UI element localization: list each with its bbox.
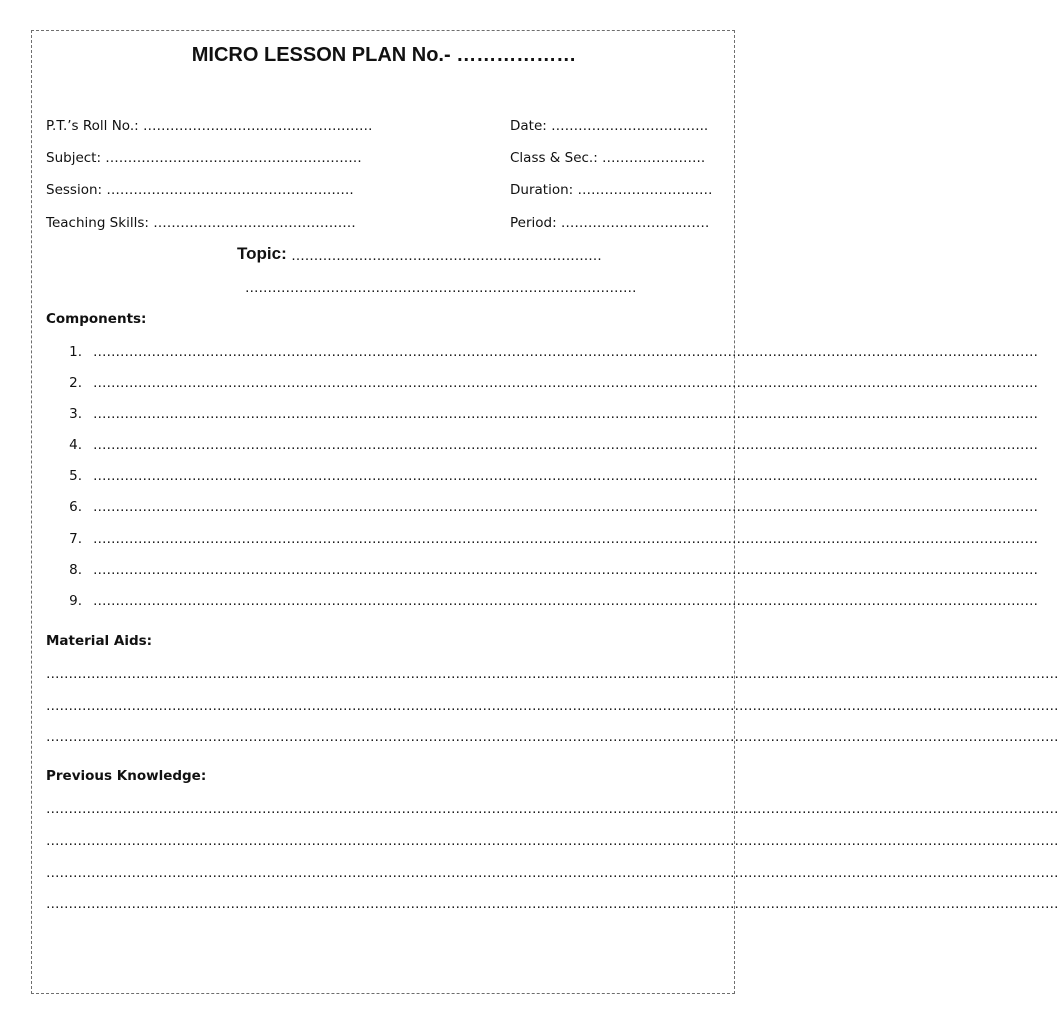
date-field[interactable]: Date: ……………………………..: [510, 118, 709, 134]
subject-field[interactable]: Subject: …………………………………………………: [46, 150, 362, 166]
topic-line-2[interactable]: ……………………………………………………………………………: [245, 280, 637, 296]
component-line-1[interactable]: …………………………………………………………………………………………………………………………………………………………………………………………: [93, 344, 1038, 360]
component-number: 5.: [69, 468, 82, 484]
component-line-7[interactable]: …………………………………………………………………………………………………………………………………………………………………………………………: [93, 531, 1038, 547]
topic-field[interactable]: [237, 244, 602, 264]
component-number: 4.: [69, 437, 82, 453]
previous-knowledge-line-3[interactable]: ………………………………………………………………………………………………………………………………………………………………………………………………………: [46, 865, 1059, 881]
material-aids-line-1[interactable]: ………………………………………………………………………………………………………………………………………………………………………………………………………: [46, 666, 1059, 682]
duration-field[interactable]: Duration: …………………………: [510, 182, 713, 198]
component-line-6[interactable]: …………………………………………………………………………………………………………………………………………………………………………………………: [93, 499, 1038, 515]
topic-line-1[interactable]: ……………………………………………………………: [291, 248, 602, 264]
roll-no-field[interactable]: P.T.’s Roll No.: ……………………………………………: [46, 118, 373, 134]
component-line-9[interactable]: …………………………………………………………………………………………………………………………………………………………………………………………: [93, 593, 1038, 609]
previous-knowledge-heading: Previous Knowledge:: [46, 768, 207, 784]
component-line-3[interactable]: …………………………………………………………………………………………………………………………………………………………………………………………: [93, 406, 1038, 422]
component-line-5[interactable]: …………………………………………………………………………………………………………………………………………………………………………………………: [93, 468, 1038, 484]
session-field[interactable]: Session: ……………………………………………….: [46, 182, 354, 198]
component-line-2[interactable]: …………………………………………………………………………………………………………………………………………………………………………………………: [93, 375, 1038, 391]
component-line-8[interactable]: …………………………………………………………………………………………………………………………………………………………………………………………: [93, 562, 1038, 578]
component-line-4[interactable]: …………………………………………………………………………………………………………………………………………………………………………………………: [93, 437, 1038, 453]
topic-label: Topic:: [237, 244, 287, 263]
page-title: MICRO LESSON PLAN No.- ………………: [191, 44, 577, 66]
previous-knowledge-line-4[interactable]: ………………………………………………………………………………………………………………………………………………………………………………………………………: [46, 896, 1059, 912]
period-field[interactable]: Period: ……………………………: [510, 215, 710, 231]
material-aids-line-2[interactable]: ………………………………………………………………………………………………………………………………………………………………………………………………………: [46, 698, 1059, 714]
material-aids-line-3[interactable]: ………………………………………………………………………………………………………………………………………………………………………………………………………: [46, 729, 1059, 745]
previous-knowledge-line-1[interactable]: ………………………………………………………………………………………………………………………………………………………………………………………………………: [46, 801, 1059, 817]
component-number: 7.: [69, 531, 82, 547]
components-heading: Components:: [46, 311, 147, 327]
component-number: 3.: [69, 406, 82, 422]
previous-knowledge-line-2[interactable]: ………………………………………………………………………………………………………………………………………………………………………………………………………: [46, 833, 1059, 849]
teaching-skills-field[interactable]: Teaching Skills: ………………………………………: [46, 215, 356, 231]
class-sec-field[interactable]: Class & Sec.: …………………..: [510, 150, 706, 166]
component-number: 2.: [69, 375, 82, 391]
component-number: 9.: [69, 593, 82, 609]
component-number: 6.: [69, 499, 82, 515]
component-number: 1.: [69, 344, 82, 360]
component-number: 8.: [69, 562, 82, 578]
material-aids-heading: Material Aids:: [46, 633, 153, 649]
